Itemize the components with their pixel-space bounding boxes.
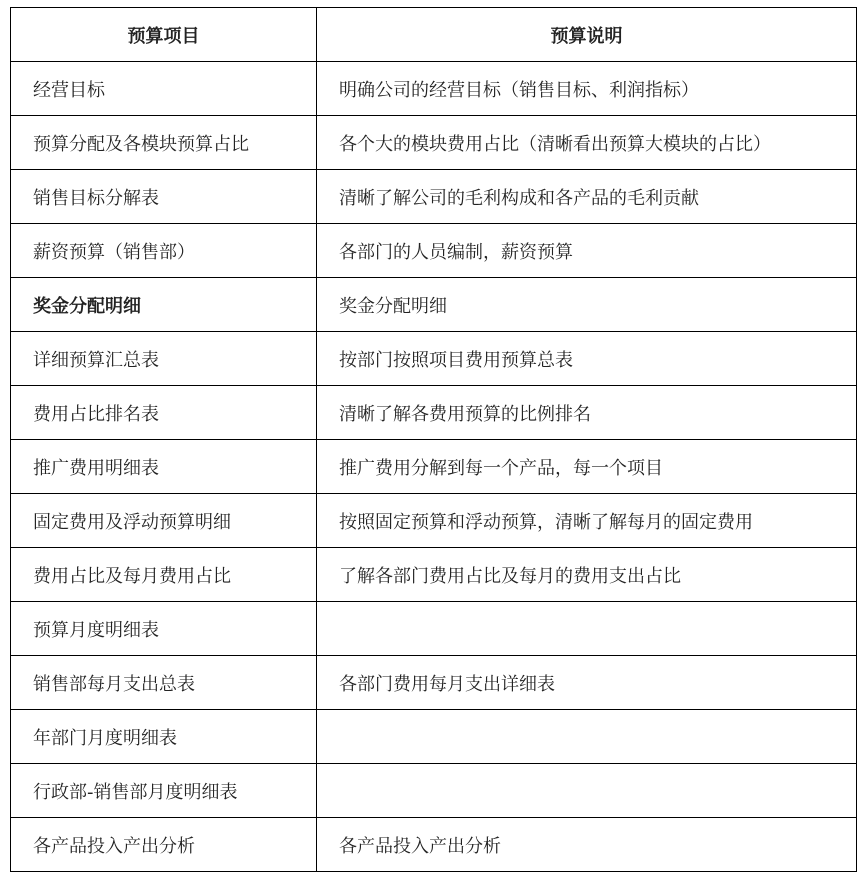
- budget-description-cell: 推广费用分解到每一个产品，每一个项目: [317, 440, 857, 494]
- budget-item-cell: 奖金分配明细: [11, 278, 317, 332]
- budget-item-cell: 各产品投入产出分析: [11, 818, 317, 872]
- budget-item-cell: 费用占比排名表: [11, 386, 317, 440]
- budget-item-cell: 费用占比及每月费用占比: [11, 548, 317, 602]
- budget-description-cell: [317, 602, 857, 656]
- budget-item-cell: 固定费用及浮动预算明细: [11, 494, 317, 548]
- budget-description-cell: 各部门的人员编制，薪资预算: [317, 224, 857, 278]
- header-row: [11, 8, 857, 62]
- budget-item-cell: 详细预算汇总表: [11, 332, 317, 386]
- budget-description-cell: 按照固定预算和浮动预算，清晰了解每月的固定费用: [317, 494, 857, 548]
- table-row: [11, 656, 857, 710]
- table-row: [11, 332, 857, 386]
- table-row: [11, 494, 857, 548]
- budget-item-cell: 行政部-销售部月度明细表: [11, 764, 317, 818]
- table-row: [11, 386, 857, 440]
- budget-description-cell: 清晰了解各费用预算的比例排名: [317, 386, 857, 440]
- budget-item-cell: 预算分配及各模块预算占比: [11, 116, 317, 170]
- table-row: [11, 224, 857, 278]
- budget-item-cell: 年部门月度明细表: [11, 710, 317, 764]
- budget-item-cell: 薪资预算（销售部）: [11, 224, 317, 278]
- header-budget-item: 预算项目: [11, 8, 317, 62]
- table-body: [11, 62, 857, 872]
- budget-description-cell: 了解各部门费用占比及每月的费用支出占比: [317, 548, 857, 602]
- table-row: [11, 278, 857, 332]
- table-row: [11, 710, 857, 764]
- table-row: [11, 62, 857, 116]
- budget-description-cell: 各个大的模块费用占比（清晰看出预算大模块的占比）: [317, 116, 857, 170]
- budget-table-container: [10, 7, 857, 872]
- budget-description-cell: 各产品投入产出分析: [317, 818, 857, 872]
- budget-description-cell: 明确公司的经营目标（销售目标、利润指标）: [317, 62, 857, 116]
- header-budget-description: 预算说明: [317, 8, 857, 62]
- table-row: [11, 170, 857, 224]
- budget-table: [10, 7, 857, 872]
- budget-description-cell: 各部门费用每月支出详细表: [317, 656, 857, 710]
- table-row: [11, 818, 857, 872]
- table-row: [11, 116, 857, 170]
- budget-item-cell: 销售部每月支出总表: [11, 656, 317, 710]
- budget-item-cell: 经营目标: [11, 62, 317, 116]
- budget-item-cell: 销售目标分解表: [11, 170, 317, 224]
- budget-description-cell: [317, 710, 857, 764]
- budget-description-cell: 清晰了解公司的毛利构成和各产品的毛利贡献: [317, 170, 857, 224]
- table-row: [11, 548, 857, 602]
- budget-description-cell: 按部门按照项目费用预算总表: [317, 332, 857, 386]
- table-row: [11, 440, 857, 494]
- budget-description-cell: [317, 764, 857, 818]
- budget-item-cell: 预算月度明细表: [11, 602, 317, 656]
- table-row: [11, 602, 857, 656]
- table-row: [11, 764, 857, 818]
- budget-description-cell: 奖金分配明细: [317, 278, 857, 332]
- budget-item-cell: 推广费用明细表: [11, 440, 317, 494]
